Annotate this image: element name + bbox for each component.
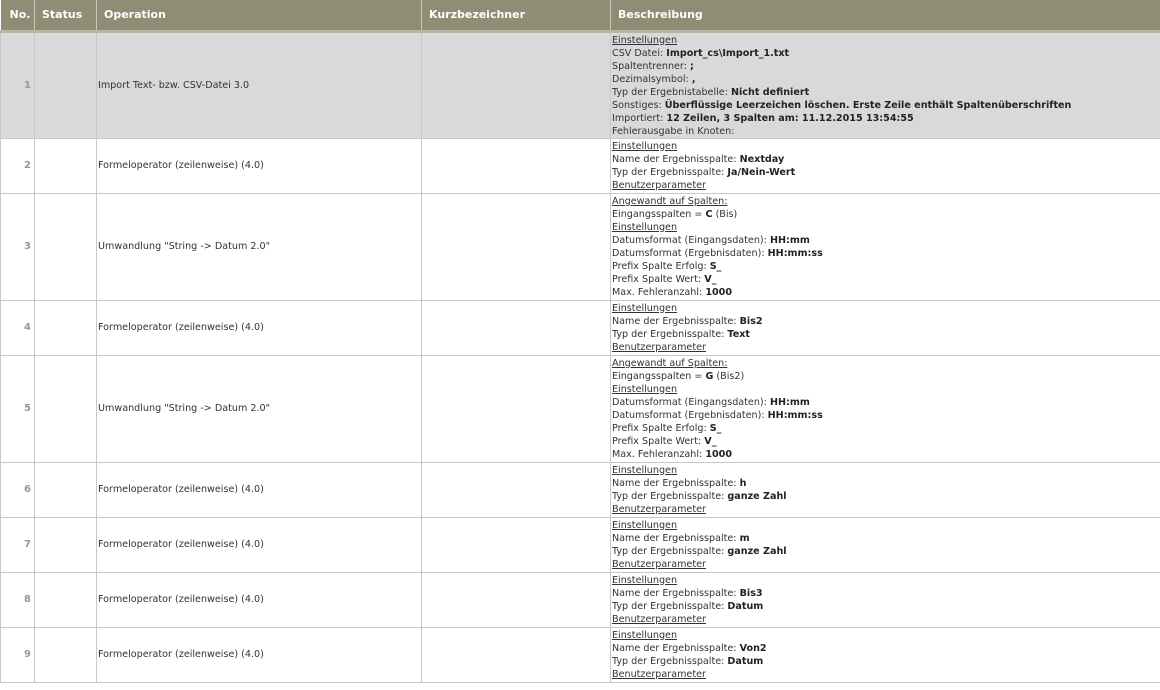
description-line	[612, 286, 1160, 299]
description-value: Import_cs\Import_1.txt	[666, 47, 790, 59]
description-label: Einstellungen	[612, 464, 678, 476]
row-beschreibung	[611, 193, 1160, 300]
description-line	[612, 86, 1160, 99]
row-kurzbezeichner	[422, 355, 611, 462]
description-label: Prefix Spalte Wert:	[612, 273, 705, 285]
description-section-link[interactable]	[612, 464, 1160, 477]
description-label: Typ der Ergebnisspalte:	[612, 655, 728, 667]
description-line	[612, 422, 1160, 435]
description-section-link[interactable]	[612, 613, 1160, 626]
table-row[interactable]	[1, 572, 1160, 627]
description-value: HH:mm	[769, 234, 810, 246]
description-label: Einstellungen	[612, 302, 678, 314]
description-section-link[interactable]	[612, 221, 1160, 234]
description-line	[612, 166, 1160, 179]
description-line	[612, 125, 1160, 138]
description-label: Datumsformat (Ergebnisdaten):	[612, 247, 768, 259]
description-label: Prefix Spalte Wert:	[612, 435, 705, 447]
description-line	[612, 435, 1160, 448]
description-label: Name der Ergebnisspalte:	[612, 315, 740, 327]
description-line	[612, 153, 1160, 166]
description-line	[612, 396, 1160, 409]
description-line	[612, 448, 1160, 461]
description-value: 1000	[705, 448, 733, 460]
row-status	[35, 517, 97, 572]
description-label: Einstellungen	[612, 140, 678, 152]
description-value: HH:mm:ss	[767, 247, 823, 259]
description-label: Benutzerparameter	[612, 179, 706, 191]
row-status	[35, 627, 97, 682]
row-number: 7	[1, 517, 35, 572]
description-suffix: (Bis2)	[713, 370, 745, 382]
column-header-operation[interactable]: Operation	[97, 0, 422, 31]
description-value: m	[739, 532, 750, 544]
row-number: 4	[1, 300, 35, 355]
description-line	[612, 247, 1160, 260]
description-section-link[interactable]	[612, 195, 1160, 208]
description-label: Einstellungen	[612, 629, 678, 641]
description-value: Bis3	[739, 587, 763, 599]
row-operation: Formeloperator (zeilenweise) (4.0)	[97, 517, 422, 572]
table-row[interactable]	[1, 31, 1160, 138]
description-label: Sonstiges:	[612, 99, 665, 111]
description-value: C	[705, 208, 713, 220]
row-kurzbezeichner	[422, 193, 611, 300]
description-section-link[interactable]	[612, 341, 1160, 354]
description-value: Von2	[739, 642, 767, 654]
description-label: Typ der Ergebnisspalte:	[612, 166, 728, 178]
row-operation: Formeloperator (zeilenweise) (4.0)	[97, 462, 422, 517]
description-line	[612, 99, 1160, 112]
description-value: 1000	[705, 286, 733, 298]
description-line	[612, 600, 1160, 613]
column-header-beschreibung[interactable]: Beschreibung	[611, 0, 1160, 31]
description-value: ganze Zahl	[727, 490, 787, 502]
description-line	[612, 587, 1160, 600]
description-label: Max. Fehleranzahl:	[612, 286, 706, 298]
description-value: Überflüssige Leerzeichen löschen. Erste Zeile enthält Spaltenüberschriften	[664, 99, 1072, 111]
description-value: V_	[704, 273, 717, 285]
row-operation: Formeloperator (zeilenweise) (4.0)	[97, 627, 422, 682]
description-label: Name der Ergebnisspalte:	[612, 642, 740, 654]
description-label: Prefix Spalte Erfolg:	[612, 260, 710, 272]
description-section-link[interactable]	[612, 179, 1160, 192]
description-value: S_	[709, 260, 722, 272]
description-label: Einstellungen	[612, 34, 678, 46]
description-label: Datumsformat (Eingangsdaten):	[612, 396, 770, 408]
table-row[interactable]	[1, 300, 1160, 355]
row-status	[35, 300, 97, 355]
row-beschreibung	[611, 517, 1160, 572]
description-line	[612, 370, 1160, 383]
description-label: Benutzerparameter	[612, 341, 706, 353]
description-label: Spaltentrenner:	[612, 60, 690, 72]
description-label: Benutzerparameter	[612, 668, 706, 680]
description-line	[612, 409, 1160, 422]
row-kurzbezeichner	[422, 572, 611, 627]
description-suffix: (Bis)	[712, 208, 738, 220]
description-value: Datum	[727, 655, 764, 667]
description-line	[612, 234, 1160, 247]
description-section-link[interactable]	[612, 302, 1160, 315]
description-label: Datumsformat (Ergebnisdaten):	[612, 409, 768, 421]
description-section-link[interactable]	[612, 668, 1160, 681]
description-label: Datumsformat (Eingangsdaten):	[612, 234, 770, 246]
row-kurzbezeichner	[422, 31, 611, 138]
description-value: Text	[727, 328, 750, 340]
description-label: Dezimalsymbol:	[612, 73, 692, 85]
row-status	[35, 572, 97, 627]
description-value: S_	[709, 422, 722, 434]
row-number: 6	[1, 462, 35, 517]
description-line	[612, 73, 1160, 86]
row-status	[35, 138, 97, 193]
row-operation: Umwandlung "String -> Datum 2.0"	[97, 355, 422, 462]
description-label: Angewandt auf Spalten:	[612, 357, 728, 369]
column-header-kurzbezeichner[interactable]: Kurzbezeichner	[422, 0, 611, 31]
description-label: Name der Ergebnisspalte:	[612, 153, 740, 165]
table-header-row	[1, 0, 1160, 31]
row-operation: Formeloperator (zeilenweise) (4.0)	[97, 300, 422, 355]
description-label: Name der Ergebnisspalte:	[612, 587, 740, 599]
description-line	[612, 112, 1160, 125]
description-value: Nextday	[739, 153, 785, 165]
row-number: 9	[1, 627, 35, 682]
row-number: 2	[1, 138, 35, 193]
row-number: 8	[1, 572, 35, 627]
description-value: G	[705, 370, 714, 382]
row-kurzbezeichner	[422, 627, 611, 682]
description-section-link[interactable]	[612, 558, 1160, 571]
description-label: Prefix Spalte Erfolg:	[612, 422, 710, 434]
row-kurzbezeichner	[422, 462, 611, 517]
description-label: Typ der Ergebnisspalte:	[612, 490, 728, 502]
table-row[interactable]	[1, 517, 1160, 572]
row-beschreibung	[611, 31, 1160, 138]
description-label: Angewandt auf Spalten:	[612, 195, 728, 207]
row-kurzbezeichner	[422, 517, 611, 572]
row-status	[35, 31, 97, 138]
table-row[interactable]	[1, 193, 1160, 300]
column-header-status[interactable]: Status	[35, 0, 97, 31]
row-number: 3	[1, 193, 35, 300]
row-beschreibung	[611, 138, 1160, 193]
description-label: Max. Fehleranzahl:	[612, 448, 706, 460]
row-operation: Formeloperator (zeilenweise) (4.0)	[97, 572, 422, 627]
description-line	[612, 328, 1160, 341]
description-line	[612, 655, 1160, 668]
description-label: Typ der Ergebnisspalte:	[612, 328, 728, 340]
description-value: Ja/Nein-Wert	[727, 166, 796, 178]
row-beschreibung	[611, 462, 1160, 517]
row-status	[35, 355, 97, 462]
description-line	[612, 490, 1160, 503]
row-beschreibung	[611, 627, 1160, 682]
description-label: Fehlerausgabe in Knoten:	[612, 125, 735, 137]
description-label: Eingangsspalten =	[612, 208, 706, 220]
description-line	[612, 60, 1160, 73]
table-row[interactable]	[1, 627, 1160, 682]
description-section-link[interactable]	[612, 519, 1160, 532]
table-row[interactable]	[1, 462, 1160, 517]
description-line	[612, 273, 1160, 286]
description-label: Name der Ergebnisspalte:	[612, 477, 740, 489]
table-row[interactable]	[1, 138, 1160, 193]
description-value: HH:mm:ss	[767, 409, 823, 421]
row-beschreibung	[611, 300, 1160, 355]
description-label: Eingangsspalten =	[612, 370, 706, 382]
description-label: Einstellungen	[612, 221, 678, 233]
description-line	[612, 260, 1160, 273]
description-label: CSV Datei:	[612, 47, 667, 59]
description-section-link[interactable]	[612, 383, 1160, 396]
description-line	[612, 545, 1160, 558]
description-label: Typ der Ergebnistabelle:	[612, 86, 731, 98]
row-number: 1	[1, 31, 35, 138]
row-status	[35, 193, 97, 300]
description-section-link[interactable]	[612, 357, 1160, 370]
row-status	[35, 462, 97, 517]
description-line	[612, 642, 1160, 655]
description-value: ganze Zahl	[727, 545, 787, 557]
description-label: Einstellungen	[612, 574, 678, 586]
description-section-link[interactable]	[612, 629, 1160, 642]
description-section-link[interactable]	[612, 34, 1160, 47]
row-beschreibung	[611, 572, 1160, 627]
description-label: Einstellungen	[612, 519, 678, 531]
row-kurzbezeichner	[422, 300, 611, 355]
row-beschreibung	[611, 355, 1160, 462]
description-line	[612, 315, 1160, 328]
row-operation: Formeloperator (zeilenweise) (4.0)	[97, 138, 422, 193]
description-value: HH:mm	[769, 396, 810, 408]
description-label: Benutzerparameter	[612, 503, 706, 515]
description-line	[612, 477, 1160, 490]
table-row[interactable]	[1, 355, 1160, 462]
description-value: V_	[704, 435, 717, 447]
description-value: Nicht definiert	[730, 86, 810, 98]
description-label: Importiert:	[612, 112, 667, 124]
description-value: ;	[690, 60, 694, 72]
description-label: Einstellungen	[612, 383, 678, 395]
description-section-link[interactable]	[612, 503, 1160, 516]
description-section-link[interactable]	[612, 574, 1160, 587]
description-value: 12 Zeilen, 3 Spalten am: 11.12.2015 13:54:55	[666, 112, 914, 124]
row-number: 5	[1, 355, 35, 462]
row-operation: Import Text- bzw. CSV-Datei 3.0	[97, 31, 422, 138]
description-label: Typ der Ergebnisspalte:	[612, 600, 728, 612]
description-label: Benutzerparameter	[612, 558, 706, 570]
description-label: Typ der Ergebnisspalte:	[612, 545, 728, 557]
description-line	[612, 532, 1160, 545]
description-value: Bis2	[739, 315, 763, 327]
description-value: h	[739, 477, 747, 489]
description-section-link[interactable]	[612, 140, 1160, 153]
table-body	[1, 31, 1160, 682]
column-header-no[interactable]: No.	[1, 0, 35, 31]
description-label: Name der Ergebnisspalte:	[612, 532, 740, 544]
description-label: Benutzerparameter	[612, 613, 706, 625]
description-line	[612, 47, 1160, 60]
row-operation: Umwandlung "String -> Datum 2.0"	[97, 193, 422, 300]
description-value: Datum	[727, 600, 764, 612]
description-line	[612, 208, 1160, 221]
description-value: ,	[691, 73, 696, 85]
row-kurzbezeichner	[422, 138, 611, 193]
